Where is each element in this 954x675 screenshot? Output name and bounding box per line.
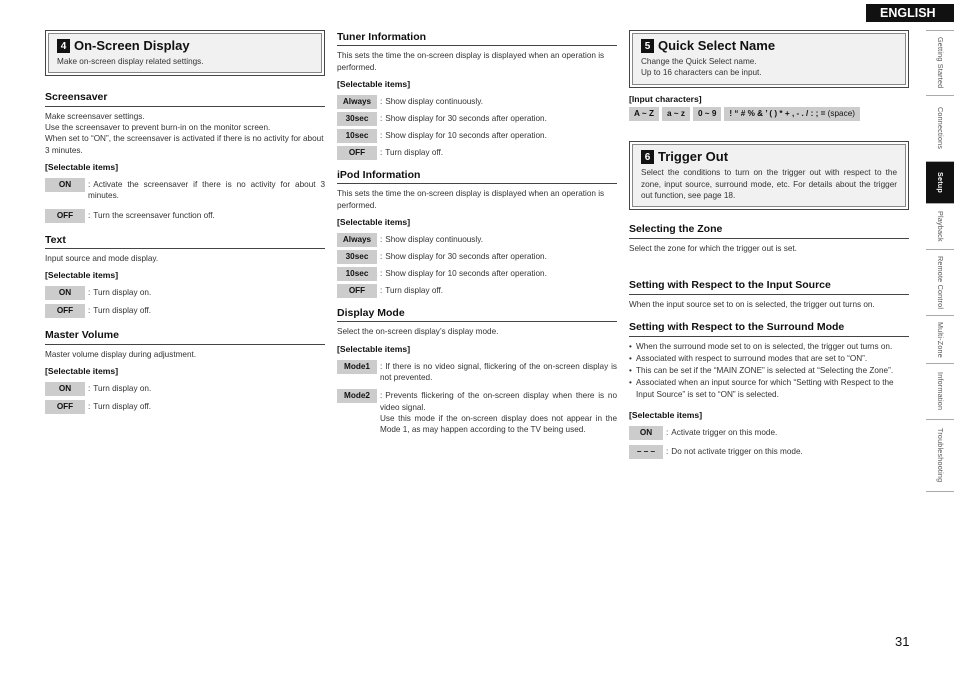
body-line: Use the screensaver to prevent burn-in on the monitor screen. bbox=[45, 123, 271, 133]
option-desc: : Turn the screensaver function off. bbox=[88, 210, 215, 220]
option-key: 30sec bbox=[337, 250, 377, 264]
option-row bbox=[45, 400, 325, 414]
option-row bbox=[45, 382, 325, 396]
input-characters-row bbox=[629, 107, 909, 121]
side-nav-information[interactable] bbox=[926, 364, 954, 420]
input-characters-label: [Input characters] bbox=[629, 93, 702, 104]
text-description: Input source and mode display. bbox=[45, 254, 159, 264]
option-desc: : Show display for 30 seconds after operation. bbox=[380, 251, 547, 261]
selectable-items-label: [Selectable items] bbox=[45, 270, 119, 281]
display-mode-description: Select the on-screen display’s display mode. bbox=[337, 327, 499, 337]
selectable-items-label: [Selectable items] bbox=[337, 217, 411, 228]
option-key: ON bbox=[45, 178, 85, 192]
option-key: ON bbox=[45, 382, 85, 396]
side-nav-setup[interactable] bbox=[926, 162, 954, 204]
side-nav-multi-zone[interactable] bbox=[926, 316, 954, 364]
selectable-items-label: [Selectable items] bbox=[337, 79, 411, 90]
section-number-badge: 6 bbox=[641, 150, 654, 164]
language-tab: ENGLISH bbox=[866, 4, 954, 22]
option-key: Mode1 bbox=[337, 360, 377, 374]
body-line: When set to “ON”, the screensaver is activated if there is no activity for about 3 minutes. bbox=[45, 134, 324, 155]
option-desc: : Turn display on. bbox=[88, 288, 152, 298]
option-key: OFF bbox=[337, 146, 377, 160]
option-key: OFF bbox=[45, 304, 85, 318]
option-desc: : Do not activate trigger on this mode. bbox=[666, 446, 803, 456]
option-row bbox=[337, 389, 617, 435]
selecting-zone-description: Select the zone for which the trigger out is set. bbox=[629, 243, 797, 253]
trigger-out-section bbox=[629, 141, 909, 210]
section-title bbox=[641, 38, 897, 54]
option-row bbox=[45, 286, 325, 300]
surround-mode-notes bbox=[629, 341, 909, 401]
option-desc: : Show display for 10 seconds after operation. bbox=[380, 130, 547, 140]
on-screen-display-section bbox=[45, 30, 325, 76]
list-item: • Associated with respect to surround modes that are set to “ON”. bbox=[629, 353, 909, 364]
option-desc: : Show display continuously. bbox=[380, 234, 483, 244]
side-nav-troubleshooting[interactable] bbox=[926, 420, 954, 492]
section-title bbox=[641, 149, 897, 165]
option-row bbox=[45, 304, 325, 318]
option-desc: : Turn display off. bbox=[88, 401, 152, 411]
option-row bbox=[629, 426, 909, 440]
list-item: • When the surround mode set to on is selected, the trigger out turns on. bbox=[629, 341, 909, 352]
tuner-info-heading: Tuner Information bbox=[337, 30, 617, 46]
option-desc: : Turn display off. bbox=[380, 147, 444, 157]
side-nav-label: Remote Control bbox=[935, 255, 945, 310]
ipod-info-description: This sets the time the on-screen display is displayed when an operation is performed. bbox=[337, 189, 605, 210]
option-row bbox=[337, 146, 617, 160]
selectable-items-label: [Selectable items] bbox=[629, 410, 703, 421]
char-symbols: ! “ # % & ’ ( ) * + , - . / : ; = (space) bbox=[724, 107, 860, 121]
column-3 bbox=[629, 30, 909, 462]
side-nav-label: Setup bbox=[935, 172, 945, 193]
option-row bbox=[337, 284, 617, 298]
screensaver-heading: Screensaver bbox=[45, 90, 325, 106]
side-nav-label: Connections bbox=[935, 107, 945, 150]
option-key: 30sec bbox=[337, 112, 377, 126]
option-row bbox=[337, 360, 617, 384]
page-number: 31 bbox=[895, 634, 910, 649]
option-desc: : Show display for 10 seconds after operation. bbox=[380, 268, 547, 278]
option-desc: : Show display for 30 seconds after operation. bbox=[380, 113, 547, 123]
option-row bbox=[337, 95, 617, 109]
text-heading: Text bbox=[45, 233, 325, 249]
option-key: Mode2 bbox=[337, 389, 377, 403]
display-mode-heading: Display Mode bbox=[337, 306, 617, 322]
master-volume-description: Master volume display during adjustment. bbox=[45, 349, 197, 359]
section-title-text: Quick Select Name bbox=[658, 38, 776, 53]
option-desc: : Prevents flickering of the on-screen display when there is no video signal. Use this mode if the on-screen display does not appear in the Mode 1, as may happen according to the TV being used. bbox=[380, 391, 617, 435]
option-row bbox=[337, 233, 617, 247]
option-key: ON bbox=[45, 286, 85, 300]
body-line: Make screensaver settings. bbox=[45, 111, 145, 121]
section-number-badge: 4 bbox=[57, 39, 70, 53]
option-key: ON bbox=[629, 426, 663, 440]
selectable-items-label: [Selectable items] bbox=[45, 365, 119, 376]
side-nav-getting-started[interactable] bbox=[926, 30, 954, 96]
option-key: Always bbox=[337, 233, 377, 247]
option-desc: : Activate trigger on this mode. bbox=[666, 427, 778, 437]
section-title-text: On-Screen Display bbox=[74, 38, 190, 53]
quick-select-section bbox=[629, 30, 909, 88]
option-key: OFF bbox=[45, 400, 85, 414]
column-1 bbox=[45, 30, 325, 417]
side-nav-label: Getting Started bbox=[935, 37, 945, 89]
chapter-side-nav bbox=[926, 30, 954, 492]
side-nav-label: Information bbox=[935, 372, 945, 411]
section-description: Select the conditions to turn on the trigger out with respect to the zone, input source, surround mode, etc. For details about the trigger out function, see page 18. bbox=[641, 168, 897, 201]
option-row bbox=[337, 267, 617, 281]
option-row bbox=[45, 209, 325, 223]
char-range: a ~ z bbox=[662, 107, 690, 121]
section-title-text: Trigger Out bbox=[658, 149, 729, 165]
screensaver-description bbox=[45, 111, 325, 156]
surround-mode-heading: Setting with Respect to the Surround Mode bbox=[629, 320, 909, 336]
side-nav-connections[interactable] bbox=[926, 96, 954, 162]
option-desc: : Activate the screensaver if there is no activity for about 3 minutes. bbox=[88, 179, 325, 201]
option-desc: : Turn display off. bbox=[88, 306, 152, 316]
section-description: Make on-screen display related settings. bbox=[57, 57, 204, 66]
option-row bbox=[337, 112, 617, 126]
input-source-heading: Setting with Respect to the Input Source bbox=[629, 278, 909, 294]
side-nav-label: Troubleshooting bbox=[935, 428, 945, 483]
option-key: – – – bbox=[629, 445, 663, 459]
char-range: 0 ~ 9 bbox=[693, 107, 721, 121]
side-nav-remote-control[interactable] bbox=[926, 250, 954, 316]
selectable-items-label: [Selectable items] bbox=[337, 343, 411, 354]
selectable-items-label: [Selectable items] bbox=[45, 162, 119, 173]
input-source-description: When the input source set to on is selected, the trigger out turns on. bbox=[629, 299, 875, 309]
section-number-badge: 5 bbox=[641, 39, 654, 53]
column-2 bbox=[337, 30, 617, 438]
option-key: Always bbox=[337, 95, 377, 109]
option-row bbox=[337, 250, 617, 264]
side-nav-label: Playback bbox=[935, 211, 945, 242]
char-range: A ~ Z bbox=[629, 107, 659, 121]
option-desc: : Show display continuously. bbox=[380, 96, 483, 106]
selecting-zone-heading: Selecting the Zone bbox=[629, 222, 909, 238]
option-row bbox=[337, 129, 617, 143]
side-nav-label: Multi-Zone bbox=[935, 321, 945, 358]
option-key: 10sec bbox=[337, 129, 377, 143]
option-desc: : If there is no video signal, flickering of the on-screen display is not prevented. bbox=[380, 361, 617, 382]
tuner-info-description: This sets the time the on-screen display is displayed when an operation is performed. bbox=[337, 51, 605, 72]
list-item: • This can be set if the “MAIN ZONE” is selected at “Selecting the Zone”. bbox=[629, 365, 909, 376]
ipod-info-heading: iPod Information bbox=[337, 168, 617, 184]
section-title bbox=[57, 38, 313, 54]
option-key: 10sec bbox=[337, 267, 377, 281]
master-volume-heading: Master Volume bbox=[45, 328, 325, 344]
option-desc: : Turn display on. bbox=[88, 383, 152, 393]
option-row bbox=[629, 445, 909, 459]
option-row bbox=[45, 178, 325, 202]
section-description: Change the Quick Select name. Up to 16 characters can be input. bbox=[641, 57, 762, 78]
list-item: • Associated when an input source for which “Setting with Respect to the Input Source” is set to “ON” is selected. bbox=[629, 377, 909, 400]
option-key: OFF bbox=[337, 284, 377, 298]
side-nav-playback[interactable] bbox=[926, 204, 954, 250]
option-key: OFF bbox=[45, 209, 85, 223]
option-desc: : Turn display off. bbox=[380, 285, 444, 295]
